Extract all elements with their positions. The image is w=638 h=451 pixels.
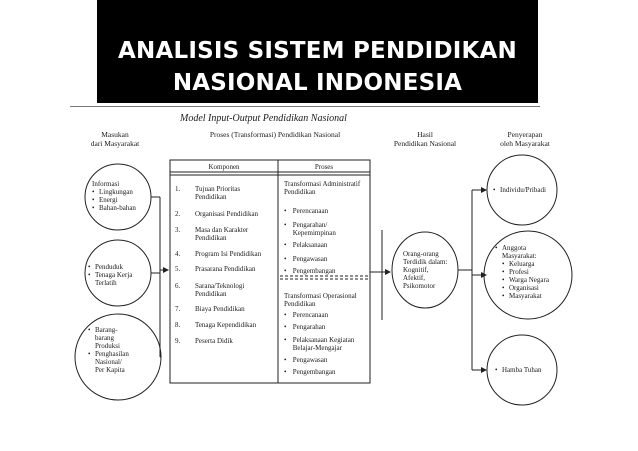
- component-item: Sarana/Teknologi Pendidikan: [195, 282, 245, 298]
- component-number: 7.: [175, 305, 181, 313]
- component-item: Masa dan Karakter Pendidikan: [195, 226, 249, 242]
- component-number: 2.: [175, 210, 181, 218]
- absorb-servant-text: • Hamba Tuhan: [495, 366, 542, 374]
- banner-title-line-1: ANALISIS SISTEM PENDIDIKAN: [118, 38, 517, 64]
- component-item: Biaya Pendidikan: [195, 305, 245, 313]
- component-item: Peserta Didik: [195, 337, 233, 345]
- absorb-community-text: • Anggota Masyarakat: • Keluarga • Profesi • Warga Negara • Organisasi • Masyarakat: [495, 244, 549, 300]
- absorb-individual-text: • Individu/Pribadi: [493, 186, 546, 194]
- table-header-components: Komponen: [208, 163, 240, 171]
- table-header-process: Proses: [314, 163, 334, 171]
- component-item: Tenaga Kependidikan: [195, 321, 257, 329]
- input-production-text: • Barang- barang Produksi • Penghasilan Nasional/ Per Kapita: [88, 326, 129, 374]
- component-number: 8.: [175, 321, 181, 329]
- component-number: 1.: [175, 185, 181, 193]
- input-population-text: • Penduduk • Tenaga Kerja Terlatih: [88, 263, 133, 287]
- ops-transformation-list: • Perencanaan • Pengarahan • Pelaksanaan Kegiatan Belajar-Mengajar • Pengawasan • Pengembangan: [284, 311, 355, 376]
- component-number: 9.: [175, 337, 181, 345]
- banner-title-line-2: NASIONAL INDONESIA: [172, 70, 463, 96]
- header-process: Proses (Transformasi) Pendidikan Nasional: [209, 130, 341, 139]
- diagram-title: Model Input-Output Pendidikan Nasional: [180, 113, 347, 124]
- component-item: Organisasi Pendidikan: [195, 210, 259, 218]
- component-number: 5.: [175, 265, 181, 273]
- admin-transformation-title: Transformasi Administratif Pendidikan: [284, 180, 361, 196]
- component-number: 3.: [175, 226, 181, 234]
- ops-transformation-title: Transformasi Operasional Pendidikan: [284, 292, 357, 308]
- input-info-text: Informasi • Lingkungan • Energi • Bahan-bahan: [92, 180, 136, 212]
- component-item: Prasarana Pendidikan: [195, 265, 256, 273]
- component-number: 6.: [175, 282, 181, 290]
- component-item: Tujuan Prioritas Pendidikan: [195, 185, 241, 201]
- header-input: Masukan dari Masyarakat: [90, 130, 140, 148]
- output-text: Orang-orang Terdidik dalam: Kognitif, Afektif, Psikomotor: [403, 250, 448, 290]
- component-item: Program Isi Pendidikan: [195, 250, 262, 258]
- header-output: Hasil Pendidikan Nasional: [393, 130, 457, 148]
- admin-transformation-list: • Perencanaan • Pengarahan/ Kepemimpinan • Pelaksanaan • Pengawasan • Pengembangan: [284, 207, 336, 275]
- header-absorb: Penyerapan oleh Masyarakat: [500, 130, 550, 148]
- component-number: 4.: [175, 250, 181, 258]
